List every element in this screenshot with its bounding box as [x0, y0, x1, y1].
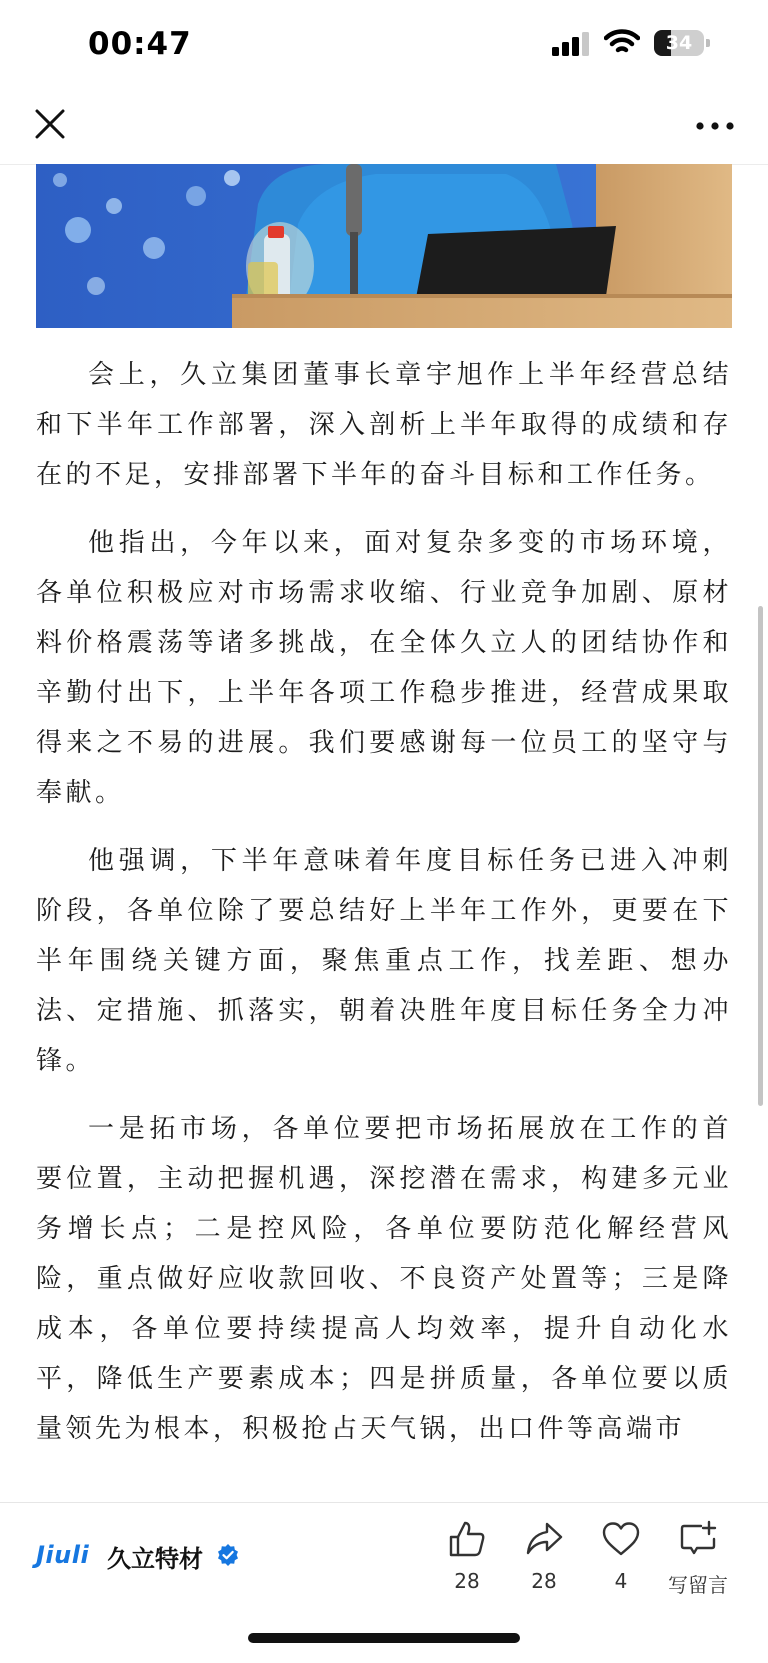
paragraph: 他强调，下半年意味着年度目标任务已进入冲刺阶段，各单位除了要总结好上半年工作外，更要在下半年围绕关键方面，聚焦重点工作，找差距、想办法、定措施、抓落实，朝着决胜年度目标任务全力冲锋。: [36, 846, 732, 1076]
paragraph: 一是拓市场，各单位要把市场拓展放在工作的首要位置，主动把握机遇，深挖潜在需求，构建多元业务增长点；二是控风险，各单位要防范化解经营风险，重点做好应收款回收、不良资产处置等；三是降成本，各单位要持续提高人均效率，提升自动化水平，降低生产要素成本；四是拼质量，各单位要以质量领先为根本，积极抢占天气锅，出口件等高端市: [36, 1114, 732, 1444]
article-body[interactable]: [0, 164, 768, 1502]
scrollbar-thumb[interactable]: [758, 606, 763, 1106]
share-button[interactable]: [504, 1519, 584, 1593]
paragraph: 会上，久立集团董事长章宇旭作上半年经营总结和下半年工作部署，深入剖析上半年取得的成绩和存在的不足，安排部署下半年的奋斗目标和工作任务。: [36, 360, 732, 490]
thumbs-up-icon: [447, 1519, 487, 1559]
conference-photo-illustration: [36, 164, 732, 328]
status-time: 00:47: [88, 26, 192, 62]
article-photo: [36, 164, 732, 328]
favorite-button[interactable]: [581, 1519, 661, 1593]
favorite-count: 4: [614, 1569, 628, 1593]
article-text: [36, 350, 732, 1472]
nav-bar: [0, 90, 768, 165]
comment-add-icon: [678, 1519, 718, 1559]
paragraph: 他指出，今年以来，面对复杂多变的市场环境，各单位积极应对市场需求收缩、行业竞争加剧、原材料价格震荡等诸多挑战，在全体久立人的团结协作和辛勤付出下，上半年各项工作稳步推进，经营成果取得来之不易的进展。我们要感谢每一位员工的坚守与奉献。: [36, 528, 732, 808]
battery-level: 34: [665, 32, 693, 54]
like-count: 28: [454, 1569, 480, 1593]
like-button[interactable]: [427, 1519, 507, 1593]
account-name[interactable]: 久立特材: [107, 1545, 203, 1573]
more-horizontal-icon[interactable]: [690, 102, 740, 146]
wifi-icon: [604, 28, 640, 56]
close-icon[interactable]: [28, 102, 72, 146]
share-count: 28: [531, 1569, 557, 1593]
bottom-bar: [0, 1502, 768, 1663]
verified-badge-icon: [216, 1543, 240, 1567]
status-bar: [0, 0, 768, 90]
write-comment-label: 写留言: [668, 1573, 728, 1597]
share-icon: [524, 1519, 564, 1559]
cellular-signal-icon: [552, 32, 592, 56]
home-indicator[interactable]: [248, 1633, 520, 1643]
heart-icon: [601, 1519, 641, 1559]
battery-icon: [654, 30, 710, 56]
write-comment-button[interactable]: [658, 1519, 738, 1598]
brand-logo[interactable]: Jiuli: [36, 1541, 90, 1569]
